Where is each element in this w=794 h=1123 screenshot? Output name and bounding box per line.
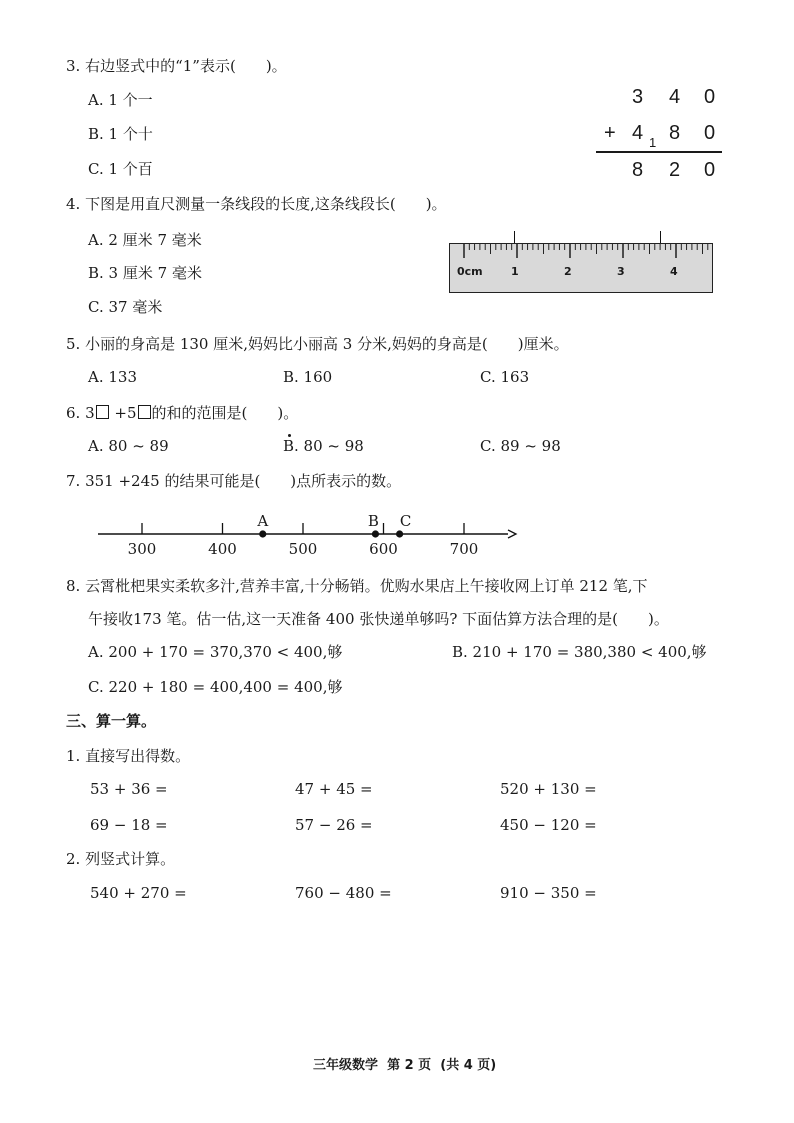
oral-calc-item: 69 − 18 =: [90, 816, 168, 834]
vertical-result-hundreds: 8: [632, 159, 644, 181]
vertical-row1-tens: 4: [669, 86, 681, 108]
vertical-row2-hundreds: 4: [632, 122, 644, 144]
vertical-row2-tens: 8: [669, 122, 681, 144]
q5-option-b[interactable]: B. 160: [283, 368, 333, 386]
oral-calc-item: 57 − 26 =: [295, 816, 373, 834]
section-title: 三、算一算。: [66, 712, 157, 730]
q3-option-a[interactable]: A. 1 个一: [88, 91, 153, 109]
q3-option-c[interactable]: C. 1 个百: [88, 160, 153, 178]
vertical-row2-ones: 0: [704, 122, 716, 144]
vertical-row1-ones: 0: [704, 86, 716, 108]
footer-subject: 三年级数学: [313, 1058, 379, 1073]
q8-option-b[interactable]: B. 210 + 170 = 380,380 < 400,够: [452, 643, 707, 661]
footer-total: (共 4 页): [440, 1058, 497, 1073]
ruler: [449, 243, 713, 293]
number-line: [96, 505, 536, 565]
footer-page: 第 2 页: [387, 1058, 432, 1073]
q3-stem: 3. 右边竖式中的“1”表示( )。: [66, 57, 287, 75]
number-line-tick-label: 700: [449, 540, 479, 558]
number-line-point: [259, 530, 266, 537]
q8-line2: 午接收173 笔。估一估,这一天准备 400 张快递单够吗? 下面估算方法合理的是( )。: [88, 610, 669, 628]
number-line-point: [372, 530, 379, 537]
number-line-tick-label: 600: [369, 540, 398, 558]
q6-stem-suffix: 的和的范围是( )。: [151, 404, 299, 422]
q8-line1: 8. 云霄枇杷果实柔软多汁,营养丰富,十分畅销。优购水果店上午接收网上订单 212 笔,下: [66, 577, 648, 595]
page-footer: [313, 1059, 496, 1072]
q5-option-a[interactable]: A. 133: [88, 368, 137, 386]
blank-box: [138, 405, 151, 419]
vertical-result-ones: 0: [704, 159, 716, 181]
q4-option-c[interactable]: C. 37 毫米: [88, 298, 163, 316]
number-line-tick-label: 300: [127, 540, 157, 558]
oral-calc-item: 450 − 120 =: [500, 816, 597, 834]
vertical-calc-item: 540 + 270 =: [90, 884, 187, 902]
vertical-plus-sign: +: [604, 122, 616, 144]
oral-calc-item: 520 + 130 =: [500, 780, 597, 798]
oral-calc-item: 53 + 36 =: [90, 780, 168, 798]
ruler-label-3: 3: [617, 265, 625, 278]
vertical-sum-line: [596, 151, 722, 153]
q4-stem: 4. 下图是用直尺测量一条线段的长度,这条线段长( )。: [66, 195, 447, 213]
number-line-point-label: B: [367, 512, 379, 530]
number-line-tick-label: 400: [208, 540, 237, 558]
q5-stem: 5. 小丽的身高是 130 厘米,妈妈比小丽高 3 分米,妈妈的身高是( )厘米。: [66, 335, 569, 353]
q6-option-c[interactable]: C. 89 ~ 98: [480, 437, 561, 455]
q6-option-a[interactable]: A. 80 ~ 89: [88, 437, 169, 455]
ruler-label-0cm: 0cm: [457, 265, 483, 278]
number-line-tick-label: 500: [288, 540, 318, 558]
oral-calc-item: 47 + 45 =: [295, 780, 373, 798]
q6-option-b[interactable]: B. 80 ~ 98: [283, 439, 794, 454]
vertical-calc-item: 910 − 350 =: [500, 884, 597, 902]
q4-option-a[interactable]: A. 2 厘米 7 毫米: [88, 231, 202, 249]
ruler-label-1: 1: [511, 265, 519, 278]
q6-stem-middle: +5: [109, 404, 137, 422]
vertical-row1-hundreds: 3: [632, 86, 644, 108]
number-line-point-label: A: [257, 512, 269, 530]
number-line-arrow: [508, 530, 516, 538]
part2-title: 2. 列竖式计算。: [66, 850, 176, 868]
number-line-point: [396, 530, 403, 537]
part1-title: 1. 直接写出得数。: [66, 747, 191, 765]
vertical-calc-item: 760 − 480 =: [295, 884, 392, 902]
blank-box: [96, 405, 109, 419]
ruler-label-2: 2: [564, 265, 572, 278]
q7-stem: 7. 351 +245 的结果可能是( )点所表示的数。: [66, 472, 402, 490]
vertical-result-tens: 2: [669, 159, 681, 181]
number-line-point-label: C: [399, 512, 412, 530]
q6-stem-prefix: 6. 3: [66, 404, 95, 422]
q5-option-c[interactable]: C. 163: [480, 368, 530, 386]
vertical-carry-digit: 1: [649, 135, 657, 150]
q8-option-c[interactable]: C. 220 + 180 = 400,400 = 400,够: [88, 678, 343, 696]
q8-option-a[interactable]: A. 200 + 170 = 370,370 < 400,够: [88, 643, 343, 661]
q6-stem: [66, 405, 298, 421]
q3-option-b[interactable]: B. 1 个十: [88, 125, 153, 143]
q4-option-b[interactable]: B. 3 厘米 7 毫米: [88, 264, 202, 282]
ruler-label-4: 4: [670, 265, 678, 278]
